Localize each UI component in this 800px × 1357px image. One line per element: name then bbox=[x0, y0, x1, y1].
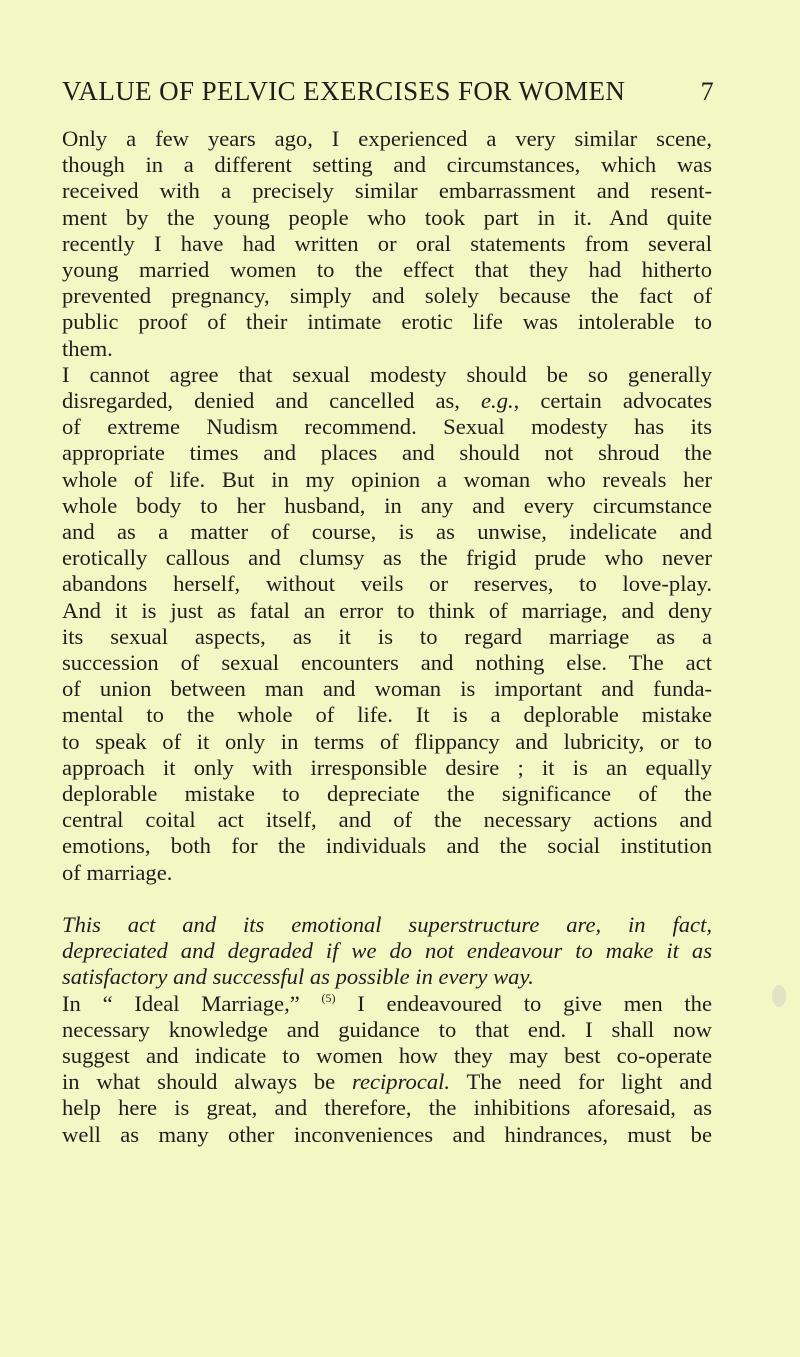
text-line: whole body to her husband, in any and every circumstance bbox=[62, 492, 712, 518]
text-line: though in a different setting and circumstances, which was bbox=[62, 152, 712, 178]
text-line: And it is just as fatal an error to think of marriage, and deny bbox=[62, 597, 712, 623]
paragraph-3-italic bbox=[62, 912, 712, 991]
text-line: to speak of it only in terms of flippancy and lubricity, or to bbox=[62, 728, 712, 754]
text-line: necessary knowledge and guidance to that end. I shall now bbox=[62, 1016, 712, 1042]
italic-text: This act and its emotional superstructure are, in fact, bbox=[62, 911, 712, 937]
running-title: VALUE OF PELVIC EXERCISES FOR WOMEN bbox=[62, 76, 626, 106]
text-line: young married women to the effect that they had hitherto bbox=[62, 257, 712, 283]
footnote-reference: (5) bbox=[321, 990, 336, 1005]
italic-text: reciprocal. bbox=[351, 1069, 451, 1095]
italic-text: depreciated and degraded if we do not endeavour to make it as bbox=[62, 938, 712, 964]
text-run: I endeavoured to give men the bbox=[335, 990, 712, 1016]
text-line: prevented pregnancy, simply and solely because the fact of bbox=[62, 283, 712, 309]
page-number: 7 bbox=[700, 77, 714, 106]
running-header bbox=[62, 76, 714, 107]
text-line: public proof of their intimate erotic life was intolerable to bbox=[62, 309, 712, 335]
text-line: recently I have had written or oral statements from several bbox=[62, 230, 712, 256]
text-line: received with a precisely similar embarrassment and resent- bbox=[62, 178, 712, 204]
text-line bbox=[62, 388, 712, 414]
text-line: approach it only with irresponsible desire ; it is an equally bbox=[62, 754, 712, 780]
text-run: In “ Ideal Marriage,” bbox=[62, 990, 322, 1016]
page-smudge bbox=[772, 985, 786, 1007]
paragraph-1 bbox=[62, 126, 712, 362]
text-line: them. bbox=[62, 335, 113, 361]
text-line: central coital act itself, and of the necessary actions and bbox=[62, 807, 712, 833]
paragraph-2 bbox=[62, 362, 712, 886]
text-line: suggest and indicate to women how they may best co-operate bbox=[62, 1042, 712, 1068]
italic-text: satisfactory and successful as possible in every way. bbox=[62, 964, 534, 990]
text-line: erotically callous and clumsy as the frigid prude who never bbox=[62, 545, 712, 571]
text-run: , certain advocates bbox=[513, 388, 712, 414]
text-line: help here is great, and therefore, the inhibitions aforesaid, as bbox=[62, 1095, 712, 1121]
text-line: mental to the whole of life. It is a deplorable mistake bbox=[62, 702, 712, 728]
text-line: and as a matter of course, is as unwise, indelicate and bbox=[62, 519, 712, 545]
text-line: whole of life. But in my opinion a woman who reveals her bbox=[62, 466, 712, 492]
text-line bbox=[62, 964, 712, 990]
text-line: abandons herself, without veils or reserves, to love-play. bbox=[62, 571, 712, 597]
paragraph-gap bbox=[62, 886, 712, 912]
text-run: in what should always be bbox=[62, 1069, 352, 1095]
text-line bbox=[62, 1069, 712, 1095]
text-run: The need for light and bbox=[450, 1069, 712, 1095]
text-line: succession of sexual encounters and nothing else. The act bbox=[62, 650, 712, 676]
text-line: Only a few years ago, I experienced a very similar scene, bbox=[62, 126, 712, 151]
text-line: ment by the young people who took part in it. And quite bbox=[62, 204, 712, 230]
text-line: appropriate times and places and should not shroud the bbox=[62, 440, 712, 466]
italic-text: e.g. bbox=[481, 388, 514, 414]
text-line: I cannot agree that sexual modesty should be so generally bbox=[62, 361, 712, 387]
text-line: of union between man and woman is important and funda- bbox=[62, 676, 712, 702]
text-line: its sexual aspects, as it is to regard marriage as a bbox=[62, 623, 712, 649]
body-text bbox=[62, 126, 712, 1148]
text-line: well as many other inconveniences and hindrances, must be bbox=[62, 1121, 712, 1147]
paragraph-4 bbox=[62, 991, 712, 1148]
text-line bbox=[62, 938, 712, 964]
text-line: of extreme Nudism recommend. Sexual modesty has its bbox=[62, 414, 712, 440]
text-line: deplorable mistake to depreciate the significance of the bbox=[62, 781, 712, 807]
text-line bbox=[62, 991, 712, 1017]
text-line: emotions, both for the individuals and the social institution bbox=[62, 833, 712, 859]
text-line bbox=[62, 912, 712, 938]
text-run: disregarded, denied and cancelled as, bbox=[62, 388, 482, 414]
text-line: of marriage. bbox=[62, 859, 173, 885]
